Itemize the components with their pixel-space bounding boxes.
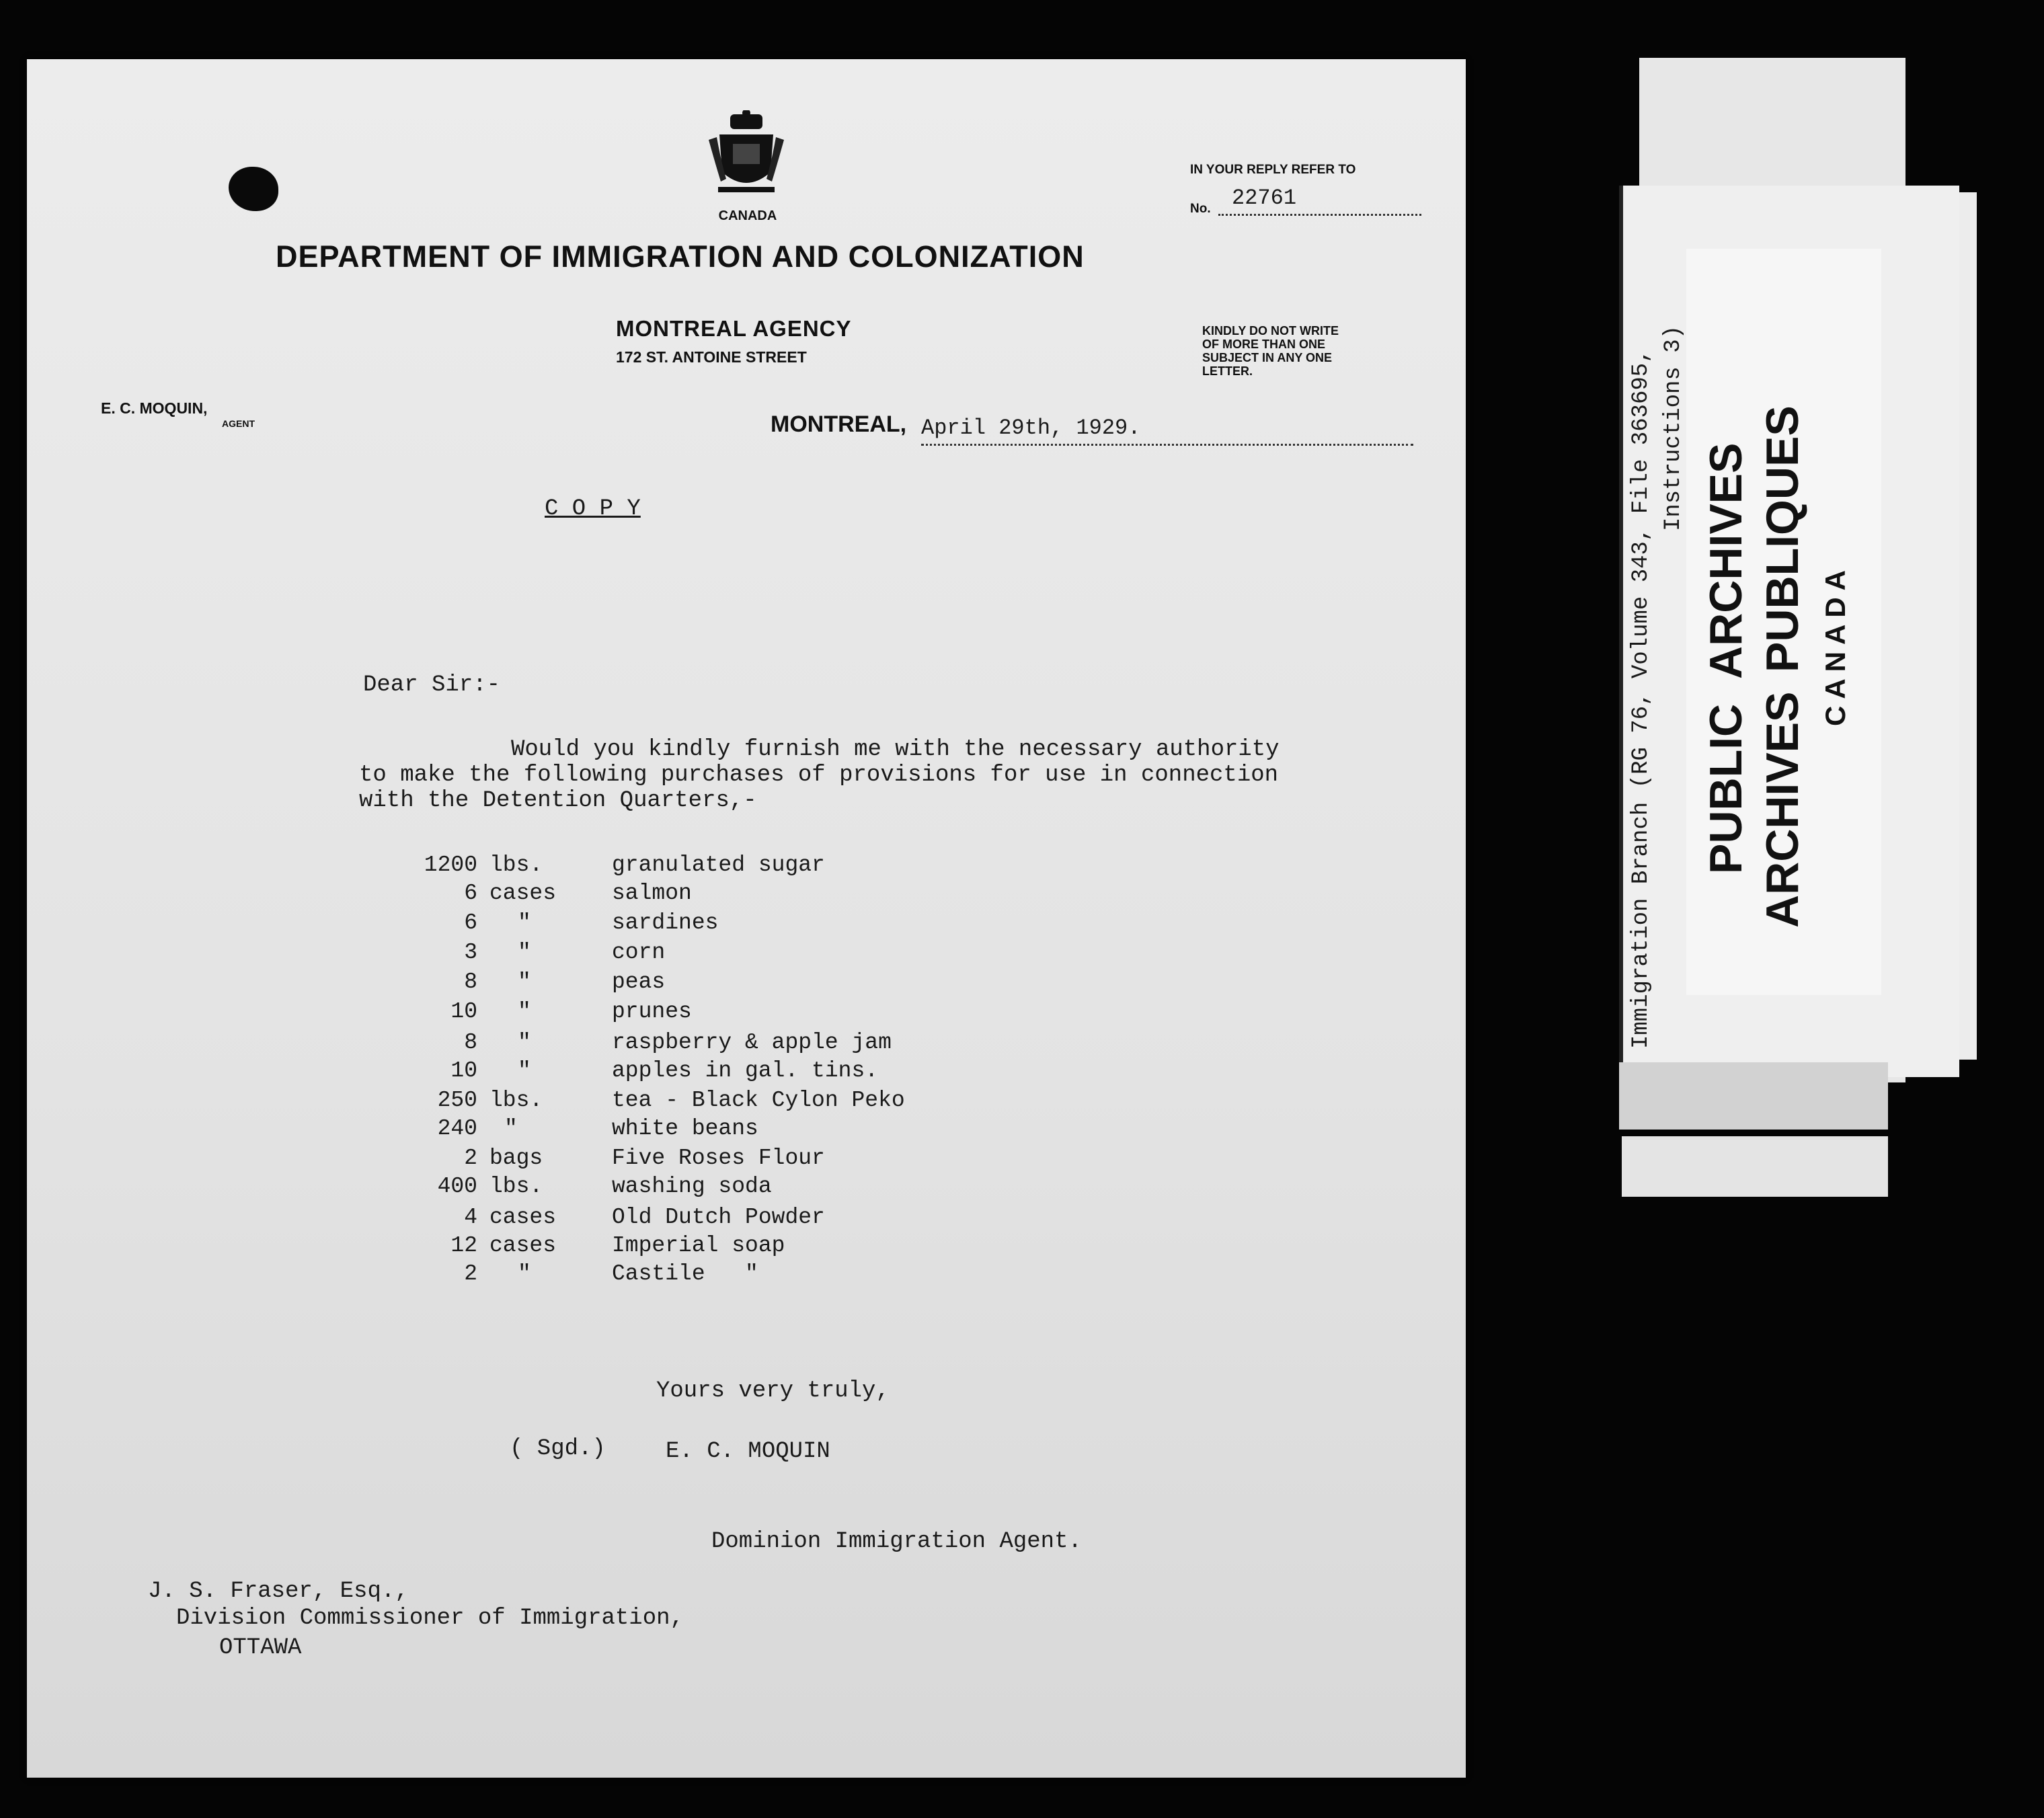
archive-label-public: PUBLIC: [1700, 703, 1752, 874]
item-unit: ": [518, 970, 531, 994]
item-unit: lbs.: [489, 1174, 543, 1199]
agency-name: MONTREAL AGENCY: [616, 316, 852, 341]
item-unit: ": [518, 940, 531, 965]
write-notice-line: KINDLY DO NOT WRITE: [1202, 324, 1339, 338]
item-name: apples in gal. tins.: [612, 1058, 879, 1083]
archive-label-canada: CANADA: [1819, 563, 1851, 726]
archive-label-publiques: PUBLIQUES: [1757, 405, 1808, 672]
body-paragraph-line: with the Detention Quarters,-: [359, 788, 757, 814]
signer-name: E. C. MOQUIN: [666, 1439, 830, 1464]
item-quantity: 8: [464, 1030, 477, 1055]
closing: Yours very truly,: [656, 1378, 890, 1404]
letter-page: [27, 59, 1466, 1778]
addressee-city: OTTAWA: [219, 1635, 302, 1661]
item-unit: ": [518, 1058, 531, 1083]
item-unit: cases: [489, 1205, 557, 1230]
item-quantity: 400: [437, 1174, 477, 1199]
letter-date: April 29th, 1929.: [921, 416, 1141, 440]
item-quantity: 3: [464, 940, 477, 965]
addressee-name: J. S. Fraser, Esq.,: [148, 1579, 409, 1604]
item-unit: ": [518, 1261, 531, 1286]
agent-title: AGENT: [222, 418, 255, 429]
punch-hole: [229, 167, 278, 211]
signed-mark: ( Sgd.): [510, 1436, 606, 1462]
item-name: Old Dutch Powder: [612, 1205, 825, 1230]
body-paragraph-line: Would you kindly furnish me with the necessary authority: [511, 737, 1280, 762]
item-unit: cases: [489, 881, 557, 906]
item-quantity: 2: [464, 1261, 477, 1286]
archive-card-strip: [1619, 1062, 1888, 1130]
item-name: granulated sugar: [612, 853, 825, 877]
reply-number-label: No.: [1190, 202, 1211, 216]
coat-of-arms-crest: [706, 110, 787, 211]
write-notice-line: SUBJECT IN ANY ONE: [1202, 351, 1333, 364]
item-quantity: 2: [464, 1146, 477, 1171]
item-quantity: 6: [464, 881, 477, 906]
item-quantity: 240: [437, 1116, 477, 1141]
item-quantity: 8: [464, 970, 477, 994]
item-name: Castile ": [612, 1261, 758, 1286]
item-name: prunes: [612, 999, 692, 1024]
item-name: raspberry & apple jam: [612, 1030, 892, 1055]
write-notice-line: LETTER.: [1202, 364, 1253, 378]
item-unit: ": [518, 1030, 531, 1055]
agent-name: E. C. MOQUIN,: [101, 399, 208, 417]
item-name: peas: [612, 970, 666, 994]
reply-number: 22761: [1232, 186, 1297, 210]
archive-reference-line: Immigration Branch (RG 76, Volume 343, File 363695,: [1628, 349, 1654, 1049]
item-quantity: 4: [464, 1205, 477, 1230]
copy-mark: C O P Y: [545, 496, 641, 522]
item-name: tea - Black Cylon Peko: [612, 1088, 905, 1113]
provisions-list: [403, 853, 1009, 1337]
city-label: MONTREAL,: [771, 411, 907, 437]
crest-caption: CANADA: [718, 208, 777, 223]
body-paragraph-line: to make the following purchases of provisions for use in connection: [359, 762, 1279, 788]
item-name: corn: [612, 940, 666, 965]
item-unit: lbs.: [489, 853, 543, 877]
addressee-title: Division Commissioner of Immigration,: [176, 1606, 684, 1631]
item-unit: bags: [489, 1146, 543, 1171]
item-name: sardines: [612, 910, 719, 935]
signer-title: Dominion Immigration Agent.: [711, 1529, 1082, 1554]
item-quantity: 250: [437, 1088, 477, 1113]
archive-reference-line: Instructions 3): [1661, 325, 1686, 531]
item-unit: cases: [489, 1233, 557, 1258]
item-unit: ": [518, 999, 531, 1024]
agency-address: 172 ST. ANTOINE STREET: [616, 348, 807, 366]
item-name: Five Roses Flour: [612, 1146, 825, 1171]
item-name: washing soda: [612, 1174, 772, 1199]
item-unit: ": [504, 1116, 518, 1141]
item-quantity: 12: [450, 1233, 477, 1258]
item-name: Imperial soap: [612, 1233, 785, 1258]
reply-number-line: [1218, 186, 1421, 216]
archive-label-archives-fr: ARCHIVES: [1757, 691, 1808, 928]
date-line: [921, 417, 1413, 446]
department-heading: DEPARTMENT OF IMMIGRATION AND COLONIZATION: [276, 239, 1085, 274]
salutation: Dear Sir:-: [363, 672, 501, 698]
item-name: salmon: [612, 881, 692, 906]
reply-refer-label: IN YOUR REPLY REFER TO: [1190, 163, 1356, 177]
archive-label-archives-en: ARCHIVES: [1700, 442, 1752, 679]
write-notice-line: OF MORE THAN ONE: [1202, 338, 1325, 351]
write-notice: [1202, 324, 1339, 378]
item-quantity: 10: [450, 1058, 477, 1083]
item-quantity: 6: [464, 910, 477, 935]
item-quantity: 10: [450, 999, 477, 1024]
archive-card-bottom: [1622, 1136, 1888, 1197]
item-unit: ": [518, 910, 531, 935]
item-name: white beans: [612, 1116, 758, 1141]
item-unit: lbs.: [489, 1088, 543, 1113]
item-quantity: 1200: [424, 853, 477, 877]
